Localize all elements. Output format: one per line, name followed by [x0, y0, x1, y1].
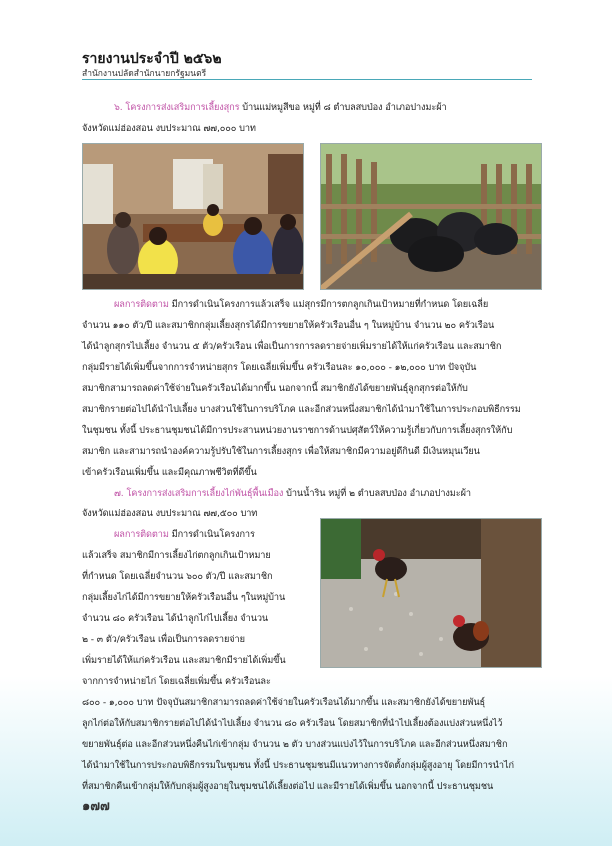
section1-para-line-2: จำนวน ๑๑๐ ตัว/ปี และสมาชิกกลุ่มเลี้ยงสุกรได้มีการขยายให้ครัวเรือนอื่น ๆ ในหมู่บ้าน จำนวน ๒๐ ครัวเรือน — [82, 320, 495, 331]
section2-budget-line: จังหวัดแม่ฮ่องสอน งบประมาณ ๗๗,๕๐๐ บาท — [82, 508, 258, 519]
section1-heading-rest: บ้านแม่หมูสีขอ หมู่ที่ ๘ ตำบลสบป่อง อำเภอปางมะผ้า — [239, 102, 447, 113]
section2-para-line-6: ๒ - ๓ ตัว/ครัวเรือน เพื่อเป็นการลดรายจ่าย — [82, 634, 245, 645]
header-rule — [82, 79, 532, 80]
report-title: รายงานประจำปี ๒๕๖๒ — [82, 51, 222, 67]
section1-para-line-7: ในชุมชน ทั้งนี้ ประธานชุมชนได้มีการประสานหน่วยงานราชการด้านปศุสัตว์ให้ความรู้เกี่ยวกับการเลี้ยงสุกรให้กับ — [82, 425, 513, 436]
section2-heading: ๗. โครงการส่งเสริมการเลี้ยงไก่พันธุ์พื้นเมือง — [114, 488, 284, 499]
section2-para-line-11: ขยายพันธุ์ต่อ และอีกส่วนหนึ่งคืนไก่เข้ากลุ่ม จำนวน ๒ ตัว บางส่วนแบ่งไว้ในการบริโภค และอีกส่วนหนึ่งสมาชิก — [82, 739, 508, 750]
section2-para-line-3: ที่กำหนด โดยเฉลี่ยจำนวน ๖๐๐ ตัว/ปี และสมาชิก — [82, 571, 273, 582]
section2-para-line-10: ลูกไก่ต่อให้กับสมาชิกรายต่อไปได้นำไปเลี้ยง จำนวน ๘๐ ครัวเรือน โดยสมาชิกที่นำไปเลี้ยงต้องแบ่งส่วนหนึ่งไว้ — [82, 718, 503, 729]
section2-para-line-5: จำนวน ๘๐ ครัวเรือน ได้นำลูกไก่ไปเลี้ยง จำนวน — [82, 613, 269, 624]
section1-para-line-6: สมาชิกรายต่อไปได้นำไปเลี้ยง บางส่วนใช้ในการบริโภค และอีกส่วนหนึ่งสมาชิกได้นำมาใช้ในการประกอบพิธีกรรม — [82, 404, 521, 415]
section2-para-line-1: ผลการติดตาม มีการดำเนินโครงการ — [114, 529, 255, 540]
section2-para-line-4: กลุ่มเลี้ยงไก่ได้มีการขยายให้ครัวเรือนอื่น ๆในหมู่บ้าน — [82, 592, 286, 603]
section2-para-line-12: ได้นำมาใช้ในการประกอบพิธีกรรมในชุมชน ทั้งนี้ ประธานชุมชนมีแนวทางการจัดตั้งกลุ่มผู้สูงอายุ โดยมีการนำไก่ — [82, 760, 514, 771]
section2-heading-rest: บ้านน้ำริน หมู่ที่ ๒ ตำบลสบป่อง อำเภอปางมะผ้า — [283, 488, 471, 499]
page-number: ๑๗๗ — [82, 799, 110, 814]
section2-para-line-9: ๘๐๐ - ๑,๐๐๐ บาท ปัจจุบันสมาชิกสามารถลดค่าใช้จ่ายในครัวเรือนได้มากขึ้น และสมาชิกยังได้ขยายพันธุ์ — [82, 697, 486, 708]
section1-budget-line: จังหวัดแม่ฮ่องสอน งบประมาณ ๗๗,๐๐๐ บาท — [82, 123, 256, 134]
pigs-photo — [320, 143, 542, 290]
section1-result-label: ผลการติดตาม — [114, 299, 169, 310]
section1-para-line-9: เข้าครัวเรือนเพิ่มขึ้น และมีคุณภาพชีวิตที่ดีขึ้น — [82, 467, 257, 478]
section1-para-line-8: สมาชิก และสามารถนำองค์ความรู้ปรับใช้ในการเลี้ยงสุกร เพื่อให้สมาชิกมีความอยู่ดีกินดี มีเงินหมุนเวียน — [82, 446, 480, 457]
section1-para-line-5: สมาชิกสามารถลดค่าใช้จ่ายในครัวเรือนได้มากขึ้น นอกจากนี้ สมาชิกยังได้ขยายพันธุ์ลูกสุกรต่อให้กับ — [82, 383, 468, 394]
section2-heading-line — [114, 487, 471, 500]
section2-result-label: ผลการติดตาม — [114, 529, 169, 540]
section2-para-line-13: ที่สมาชิกคืนเข้ากลุ่มให้กับกลุ่มผู้สูงอายุในชุมชนได้เลี้ยงต่อไป และมีรายได้เพิ่มขึ้น นอกจากนี้ ประธานชุมชน — [82, 781, 494, 792]
section1-para-line-4: กลุ่มมีรายได้เพิ่มขึ้นจากการจำหน่ายสุกร โดยเฉลี่ยเพิ่มขึ้น ครัวเรือนละ ๑๐,๐๐๐ - ๑๒,๐๐๐ บาท ปัจจุบัน — [82, 362, 477, 373]
section2-para-line-7: เพิ่มรายได้ให้แก่ครัวเรือน และสมาชิกมีรายได้เพิ่มขึ้น — [82, 655, 286, 666]
chickens-photo — [320, 518, 542, 668]
report-subtitle: สำนักงานปลัดสำนักนายกรัฐมนตรี — [82, 69, 207, 79]
section1-heading: ๖. โครงการส่งเสริมการเลี้ยงสุกร — [114, 102, 240, 113]
section1-para-line-1: ผลการติดตาม มีการดำเนินโครงการแล้วเสร็จ แม่สุกรมีการตกลูกเกินเป้าหมายที่กำหนด โดยเฉลี่ย — [114, 299, 489, 310]
section1-para-line-3: ได้นำลูกสุกรไปเลี้ยง จำนวน ๕ ตัว/ครัวเรือน เพื่อเป็นการการลดรายจ่ายเพิ่มรายได้ให้แก่ครัวเรือน และสมาชิก — [82, 341, 502, 352]
meeting-photo — [82, 143, 304, 290]
section2-para-line-2: แล้วเสร็จ สมาชิกมีการเลี้ยงไก่ตกลูกเกินเป้าหมาย — [82, 550, 271, 561]
section1-heading-line — [114, 101, 447, 114]
section2-para-line-8: จากการจำหน่ายไก่ โดยเฉลี่ยเพิ่มขึ้น ครัวเรือนละ — [82, 676, 271, 687]
